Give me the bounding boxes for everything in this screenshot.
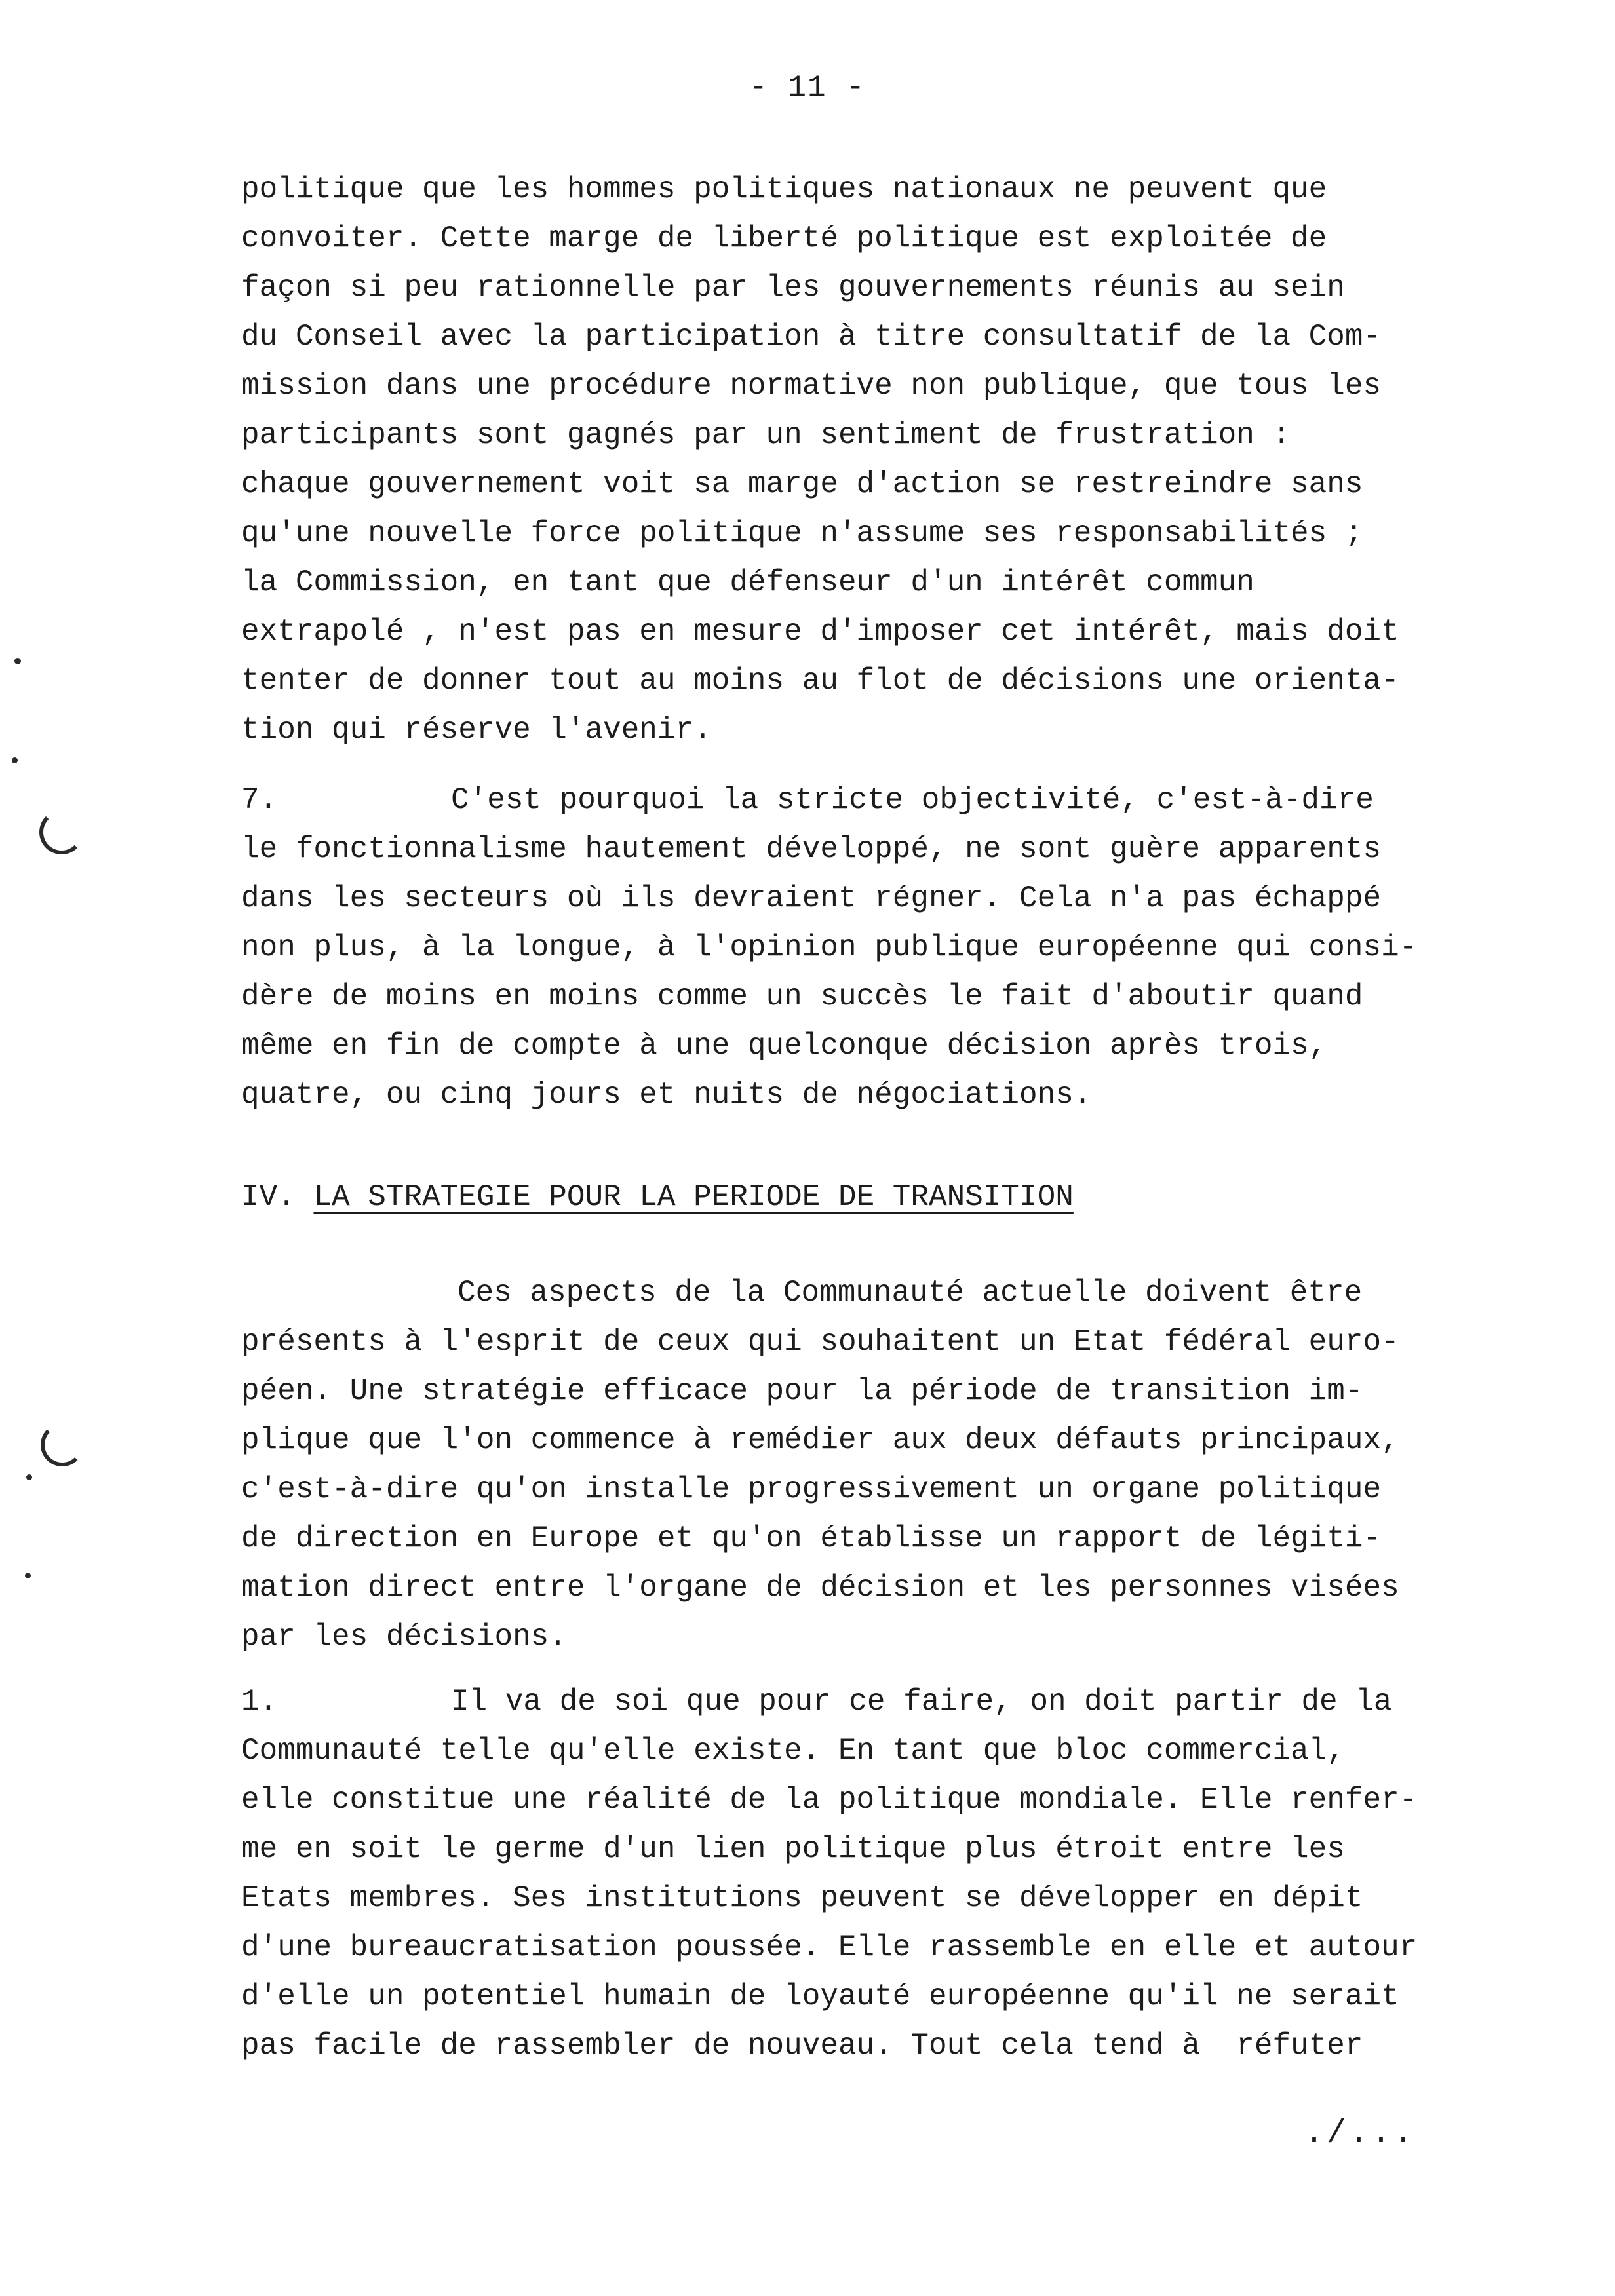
- text-line: me en soit le germe d'un lien politique plus étroit entre les: [241, 1832, 1345, 1866]
- page-number: - 11 -: [749, 71, 866, 105]
- continuation-mark: ./...: [1304, 2115, 1416, 2152]
- text-line: plique que l'on commence à remédier aux deux défauts principaux,: [241, 1423, 1399, 1457]
- section-heading: [241, 1173, 1074, 1222]
- section-title: LA STRATEGIE POUR LA PERIODE DE TRANSITION: [313, 1180, 1074, 1214]
- text-line: Etats membres. Ses institutions peuvent se développer en dépit: [241, 1881, 1363, 1915]
- text-line: de direction en Europe et qu'on établisse un rapport de légiti-: [241, 1521, 1382, 1556]
- text-line: mission dans une procédure normative non publique, que tous les: [241, 369, 1382, 403]
- text-line: mation direct entre l'organe de décision et les personnes visées: [241, 1571, 1399, 1605]
- paragraph-number: 7.: [241, 783, 278, 817]
- text-line: qu'une nouvelle force politique n'assume ses responsabilités ;: [241, 516, 1363, 550]
- text-line: même en fin de compte à une quelconque décision après trois,: [241, 1029, 1327, 1063]
- text-line: péen. Une stratégie efficace pour la période de transition im-: [241, 1374, 1363, 1408]
- scan-dot: [12, 757, 18, 763]
- text-line: elle constitue une réalité de la politique mondiale. Elle renfer-: [241, 1783, 1418, 1817]
- text-line: tenter de donner tout au moins au flot de décisions une orienta-: [241, 664, 1399, 698]
- scan-dot: [14, 658, 21, 664]
- paragraph-7-body: [241, 825, 1552, 1120]
- scan-dot: [25, 1573, 31, 1578]
- section-number: IV.: [241, 1180, 296, 1214]
- paragraph-1-first-line: [241, 1677, 1552, 1727]
- text-line: Communauté telle qu'elle existe. En tant que bloc commercial,: [241, 1734, 1345, 1768]
- text-line: dans les secteurs où ils devraient régner. Cela n'a pas échappé: [241, 881, 1382, 915]
- text-line: convoiter. Cette marge de liberté politique est exploitée de: [241, 221, 1327, 256]
- text-line: la Commission, en tant que défenseur d'un intérêt commun: [241, 565, 1255, 600]
- punch-hole-mark: [39, 810, 84, 854]
- text-line: politique que les hommes politiques nationaux ne peuvent que: [241, 172, 1327, 206]
- paragraph-text: Il va de soi que pour ce faire, on doit partir de la: [451, 1685, 1392, 1719]
- text-line: non plus, à la longue, à l'opinion publique européenne qui consi-: [241, 930, 1418, 965]
- text-line: quatre, ou cinq jours et nuits de négociations.: [241, 1078, 1092, 1112]
- paragraph-1-body: [241, 1727, 1552, 2071]
- text-line: extrapolé , n'est pas en mesure d'imposer cet intérêt, mais doit: [241, 615, 1399, 649]
- paragraph-number: 1.: [241, 1685, 278, 1719]
- paragraph-7: [241, 776, 1552, 1120]
- paragraph-7-first-line: [241, 776, 1552, 825]
- paragraph-text: Ces aspects de la Communauté actuelle doivent être: [457, 1276, 1363, 1310]
- text-line: présents à l'esprit de ceux qui souhaitent un Etat fédéral euro-: [241, 1325, 1399, 1359]
- text-line: pas facile de rassembler de nouveau. Tout cela tend à réfuter: [241, 2029, 1363, 2063]
- text-line: par les décisions.: [241, 1620, 567, 1654]
- scan-dot: [26, 1474, 32, 1480]
- text-line: d'une bureaucratisation poussée. Elle rassemble en elle et autour: [241, 1930, 1418, 1964]
- text-line: d'elle un potentiel humain de loyauté européenne qu'il ne serait: [241, 1980, 1399, 2014]
- paragraph-text: C'est pourquoi la stricte objectivité, c'est-à-dire: [451, 783, 1374, 817]
- text-line: chaque gouvernement voit sa marge d'action se restreindre sans: [241, 467, 1363, 501]
- text-line: tion qui réserve l'avenir.: [241, 713, 712, 747]
- paragraph-intro-first-line: [241, 1269, 1552, 1318]
- paragraph-intro-body: [241, 1318, 1552, 1662]
- text-line: du Conseil avec la participation à titre consultatif de la Com-: [241, 320, 1382, 354]
- text-line: c'est-à-dire qu'on installe progressivement un organe politique: [241, 1472, 1382, 1506]
- paragraph-intro: [241, 1269, 1552, 1662]
- punch-hole-mark: [41, 1423, 84, 1466]
- text-line: le fonctionnalisme hautement développé, ne sont guère apparents: [241, 832, 1382, 866]
- text-line: participants sont gagnés par un sentiment de frustration :: [241, 418, 1291, 452]
- text-line: dère de moins en moins comme un succès le fait d'aboutir quand: [241, 980, 1363, 1014]
- text-line: façon si peu rationnelle par les gouvernements réunis au sein: [241, 271, 1345, 305]
- paragraph-1: [241, 1677, 1552, 2071]
- paragraph-continuation: [241, 165, 1552, 755]
